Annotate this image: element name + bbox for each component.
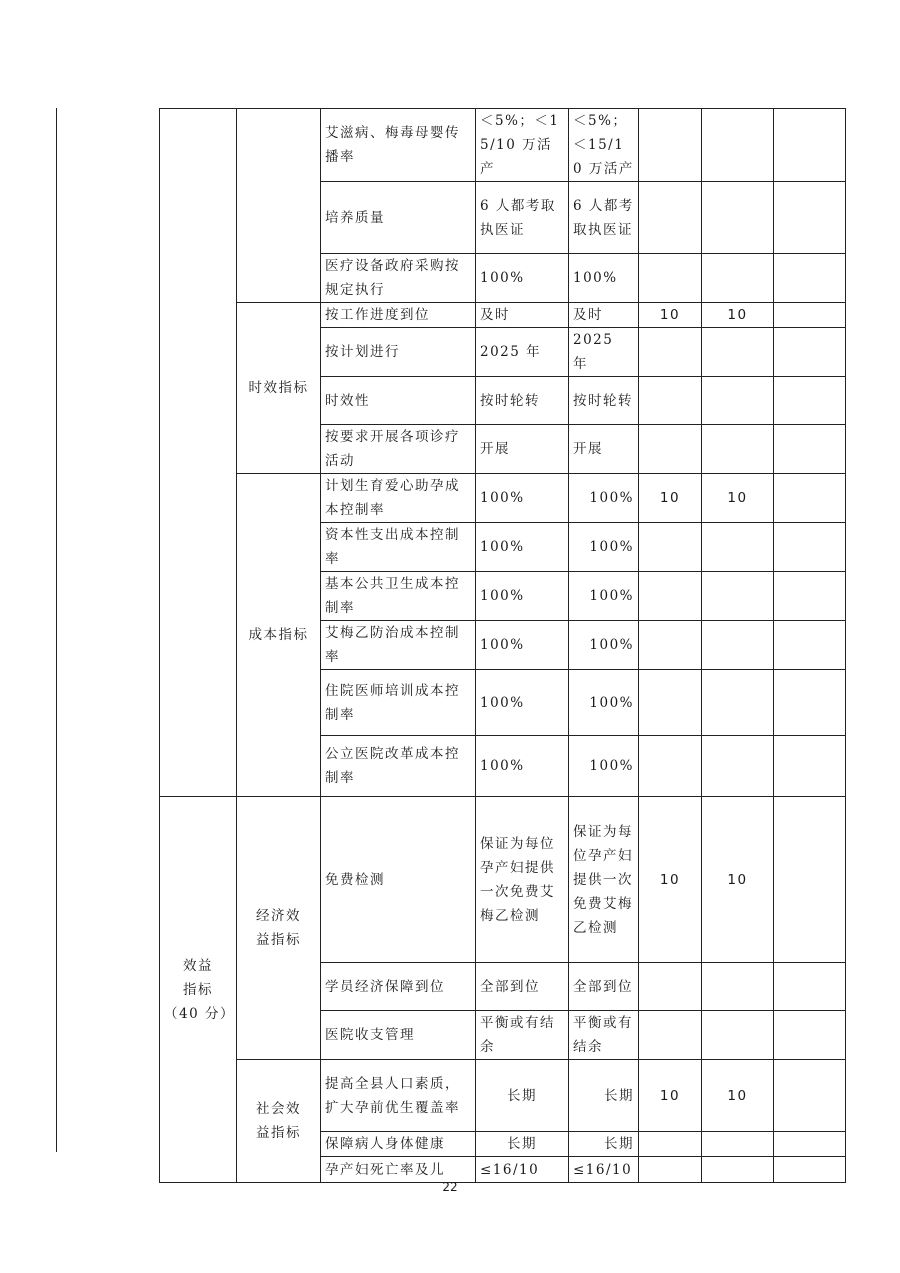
- score-cell: [702, 523, 774, 572]
- indicator-cell: 住院医师培训成本控制率: [321, 670, 476, 736]
- weight-cell: [639, 1011, 702, 1060]
- actual-cell: 及时: [569, 303, 639, 328]
- actual-cell: 2025 年: [569, 328, 639, 377]
- target-cell: 100%: [476, 736, 569, 797]
- weight-cell: [639, 523, 702, 572]
- actual-cell: 开展: [569, 425, 639, 474]
- actual-cell: 保证为每位孕产妇提供一次免费艾梅乙检测: [569, 797, 639, 963]
- weight-cell: [639, 621, 702, 670]
- category-label-line1: 效益: [183, 957, 213, 974]
- weight-cell: 10: [639, 797, 702, 963]
- note-cell: [774, 474, 846, 523]
- score-cell: 10: [702, 1060, 774, 1132]
- weight-cell: 10: [639, 474, 702, 523]
- weight-cell: [639, 1132, 702, 1157]
- subcategory-social: [237, 1060, 321, 1183]
- actual-cell: 全部到位: [569, 963, 639, 1011]
- note-cell: [774, 736, 846, 797]
- target-cell: 按时轮转: [476, 377, 569, 425]
- note-cell: [774, 328, 846, 377]
- weight-cell: 10: [639, 303, 702, 328]
- category-label-line2: 指标: [183, 981, 213, 998]
- target-cell: 100%: [476, 254, 569, 303]
- actual-cell: 100%: [569, 670, 639, 736]
- note-cell: [774, 670, 846, 736]
- weight-cell: [639, 670, 702, 736]
- weight-cell: [639, 425, 702, 474]
- weight-cell: [639, 182, 702, 254]
- actual-cell: 100%: [569, 736, 639, 797]
- category-label-line3: （40 分）: [164, 1005, 235, 1022]
- subcategory-economic-line2: 益指标: [256, 932, 301, 948]
- target-cell: 100%: [476, 523, 569, 572]
- target-cell: 100%: [476, 670, 569, 736]
- indicator-cell: 资本性支出成本控制率: [321, 523, 476, 572]
- score-cell: [702, 670, 774, 736]
- note-cell: [774, 377, 846, 425]
- target-cell: 100%: [476, 572, 569, 621]
- score-cell: [702, 963, 774, 1011]
- target-cell: 及时: [476, 303, 569, 328]
- indicator-cell: 时效性: [321, 377, 476, 425]
- category-cell-empty: [160, 109, 237, 797]
- subcategory-timeliness: 时效指标: [237, 303, 321, 474]
- score-cell: [702, 182, 774, 254]
- target-cell: ＜5%；＜15/10 万活产: [476, 109, 569, 182]
- category-benefit: [160, 797, 237, 1183]
- indicator-cell: 医疗设备政府采购按规定执行: [321, 254, 476, 303]
- score-cell: [702, 328, 774, 377]
- actual-cell: 长期: [569, 1060, 639, 1132]
- weight-cell: [639, 1157, 702, 1183]
- weight-cell: [639, 328, 702, 377]
- actual-cell: ≤16/10: [569, 1157, 639, 1183]
- actual-cell: 平衡或有结余: [569, 1011, 639, 1060]
- score-cell: [702, 109, 774, 182]
- note-cell: [774, 182, 846, 254]
- target-cell: 长期: [476, 1060, 569, 1132]
- actual-cell: 100%: [569, 621, 639, 670]
- note-cell: [774, 963, 846, 1011]
- note-cell: [774, 303, 846, 328]
- actual-cell: 100%: [569, 254, 639, 303]
- target-cell: 6 人都考取执医证: [476, 182, 569, 254]
- note-cell: [774, 109, 846, 182]
- indicator-cell: 孕产妇死亡率及儿: [321, 1157, 476, 1183]
- note-cell: [774, 1132, 846, 1157]
- score-cell: 10: [702, 797, 774, 963]
- indicator-cell: 按计划进行: [321, 328, 476, 377]
- performance-indicator-table: [159, 108, 846, 1183]
- actual-cell: 100%: [569, 474, 639, 523]
- table-row: [160, 303, 846, 328]
- target-cell: 全部到位: [476, 963, 569, 1011]
- actual-cell: 6 人都考取执医证: [569, 182, 639, 254]
- target-cell: 长期: [476, 1132, 569, 1157]
- score-cell: [702, 621, 774, 670]
- note-cell: [774, 425, 846, 474]
- weight-cell: [639, 963, 702, 1011]
- indicator-cell: 医院收支管理: [321, 1011, 476, 1060]
- score-cell: [702, 425, 774, 474]
- note-cell: [774, 621, 846, 670]
- indicator-cell: 保障病人身体健康: [321, 1132, 476, 1157]
- page-number: 22: [442, 1180, 458, 1194]
- actual-cell: 100%: [569, 523, 639, 572]
- weight-cell: [639, 572, 702, 621]
- indicator-cell: 公立医院改革成本控制率: [321, 736, 476, 797]
- target-cell: 开展: [476, 425, 569, 474]
- note-cell: [774, 254, 846, 303]
- indicator-cell: 计划生育爱心助孕成本控制率: [321, 474, 476, 523]
- indicator-cell: 艾梅乙防治成本控制率: [321, 621, 476, 670]
- indicator-cell: 培养质量: [321, 182, 476, 254]
- subcategory-social-line1: 社会效: [256, 1101, 301, 1117]
- indicator-cell: 按要求开展各项诊疗活动: [321, 425, 476, 474]
- subcategory-cost: 成本指标: [237, 474, 321, 797]
- note-cell: [774, 1011, 846, 1060]
- score-cell: [702, 377, 774, 425]
- subcategory-economic: [237, 797, 321, 1060]
- table-row: [160, 474, 846, 523]
- target-cell: 保证为每位孕产妇提供一次免费艾梅乙检测: [476, 797, 569, 963]
- weight-cell: [639, 109, 702, 182]
- indicator-cell: 按工作进度到位: [321, 303, 476, 328]
- subcategory-social-line2: 益指标: [256, 1125, 301, 1141]
- indicator-cell: 学员经济保障到位: [321, 963, 476, 1011]
- weight-cell: 10: [639, 1060, 702, 1132]
- subcategory-economic-line1: 经济效: [256, 908, 301, 924]
- weight-cell: [639, 254, 702, 303]
- score-cell: [702, 1157, 774, 1183]
- weight-cell: [639, 377, 702, 425]
- indicator-cell: 提高全县人口素质，扩大孕前优生覆盖率: [321, 1060, 476, 1132]
- score-cell: [702, 1132, 774, 1157]
- note-cell: [774, 797, 846, 963]
- indicator-cell: 艾滋病、梅毒母婴传播率: [321, 109, 476, 182]
- note-cell: [774, 1060, 846, 1132]
- score-cell: [702, 1011, 774, 1060]
- weight-cell: [639, 736, 702, 797]
- score-cell: 10: [702, 303, 774, 328]
- actual-cell: 100%: [569, 572, 639, 621]
- actual-cell: 长期: [569, 1132, 639, 1157]
- score-cell: [702, 736, 774, 797]
- score-cell: [702, 572, 774, 621]
- score-cell: 10: [702, 474, 774, 523]
- table-row: [160, 1060, 846, 1132]
- actual-cell: 按时轮转: [569, 377, 639, 425]
- actual-cell: ＜5%；＜15/10 万活产: [569, 109, 639, 182]
- target-cell: ≤16/10: [476, 1157, 569, 1183]
- indicator-cell: 免费检测: [321, 797, 476, 963]
- left-border-line: [56, 108, 57, 1152]
- note-cell: [774, 1157, 846, 1183]
- target-cell: 100%: [476, 474, 569, 523]
- note-cell: [774, 523, 846, 572]
- subcategory-cell-empty: [237, 109, 321, 303]
- note-cell: [774, 572, 846, 621]
- table-row: [160, 797, 846, 963]
- target-cell: 2025 年: [476, 328, 569, 377]
- table-row: [160, 109, 846, 182]
- indicator-cell: 基本公共卫生成本控制率: [321, 572, 476, 621]
- target-cell: 平衡或有结余: [476, 1011, 569, 1060]
- target-cell: 100%: [476, 621, 569, 670]
- score-cell: [702, 254, 774, 303]
